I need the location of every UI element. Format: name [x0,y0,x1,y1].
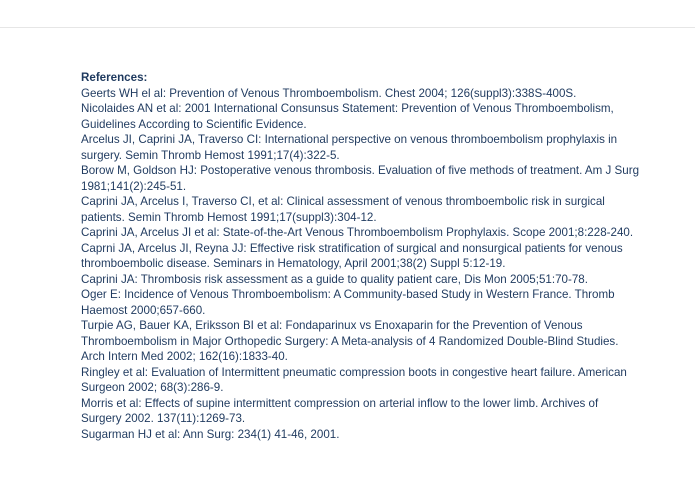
reference-item: Geerts WH el al: Prevention of Venous Thromboembolism. Chest 2004; 126(suppl3):338S-400S. [81,86,577,100]
reference-item: Morris et al: Effects of supine intermittent compression on arterial inflow to the lower limb. Archives of Surgery 2002. 137(11):1269-73. [81,396,599,425]
reference-item: Oger E: Incidence of Venous Thromboembolism: A Community-based Study in Western France. Thromb Haemost 2000;657-660. [81,288,615,317]
references-heading: References: [81,71,148,84]
top-divider [0,27,695,28]
reference-item: Ringley et al: Evaluation of Intermittent pneumatic compression boots in congestive heart failure. American Surgeon 2002; 68(3):286-9. [81,365,627,394]
reference-item: Borow M, Goldson HJ: Postoperative venous thrombosis. Evaluation of five methods of treatment. Am J Surg 1981;141(2):245-51. [81,164,640,193]
reference-item: Caprini JA, Arcelus JI et al: State-of-the-Art Venous Thromboembolism Prophylaxis. Scope 2001;8:228-240. [81,226,634,239]
reference-item: Sugarman HJ et al: Ann Surg: 234(1) 41-46, 2001. [81,427,340,441]
reference-item: Caprini JA, Arcelus I, Traverso CI, et al: Clinical assessment of venous thromboembolic risk in surgical patients. Semin Thromb Hemost 1991;17(suppl3):304-12. [81,195,605,224]
reference-item: Turpie AG, Bauer KA, Eriksson BI et al: Fondaparinux vs Enoxaparin for the Prevention of Venous Thromboembolism in Major Orthopedic Surgery: A Meta-analysis of 4 Randomized Double-Blind Studies. Arch Intern Med 2002; 162(16):1833-40. [81,319,619,363]
reference-item: Arcelus JI, Caprini JA, Traverso CI: International perspective on venous thromboembolism prophylaxis in surgery. Semin Thromb Hemost 1991;17(4):322-5. [81,133,618,162]
reference-item: Nicolaides AN et al: 2001 International Consunsus Statement: Prevention of Venous Thromboembolism, Guidelines According to Scientific Evidence. [81,102,614,131]
reference-item: Caprni JA, Arcelus JI, Reyna JJ: Effective risk stratification of surgical and nonsurgical patients for venous thromboembolic disease. Seminars in Hematology, April 2001;38(2) Suppl 5:12-19. [81,241,623,270]
reference-item: Caprini JA: Thrombosis risk assessment as a guide to quality patient care, Dis Mon 2005;51:70-78. [81,272,588,286]
references-section [81,70,641,442]
